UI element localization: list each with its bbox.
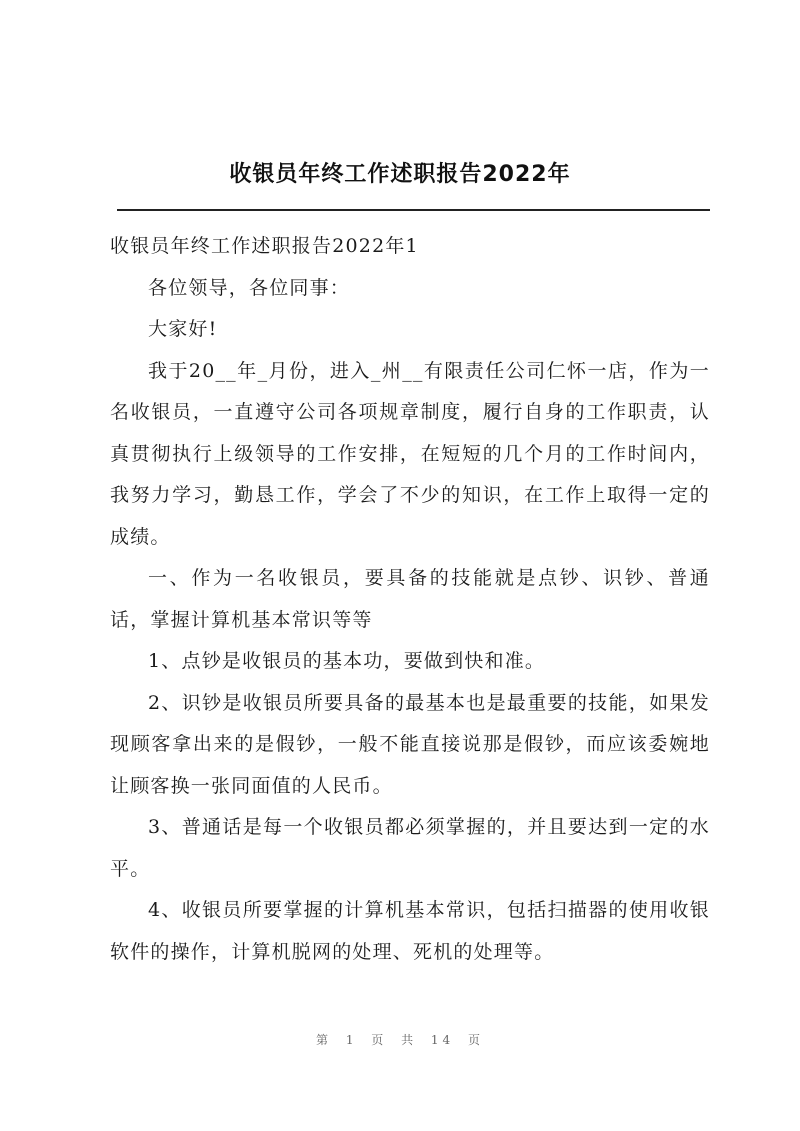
- greeting: 大家好!: [148, 318, 218, 340]
- title-divider: [117, 209, 710, 211]
- paragraph-item-2: 2、识钞是收银员所要具备的最基本也是最重要的技能，如果发现顾客拿出来的是假钞，一般不能直接说那是假钞，而应该委婉地让顾客换一张同面值的人民币。: [110, 691, 710, 797]
- document-title: 收银员年终工作述职报告2022年: [229, 162, 571, 187]
- paragraph-item-1: 1、点钞是收银员的基本功，要做到快和准。: [148, 650, 546, 672]
- paragraph-item-3: 3、普通话是每一个收银员都必须掌握的，并且要达到一定的水平。: [110, 816, 710, 880]
- salutation: 各位领导，各位同事：: [148, 276, 351, 299]
- paragraph-item-4: 4、收银员所要掌握的计算机基本常识，包括扫描器的使用收银软件的操作，计算机脱网的处理、死机的处理等。: [110, 899, 710, 963]
- report-heading-line: 收银员年终工作述职报告2022年1: [110, 235, 419, 257]
- paragraph-intro: 我于20__年_月份，进入_州__有限责任公司仁怀一店，作为一名收银员，一直遵守公司各项规章制度，履行自身的工作职责，认真贯彻执行上级领导的工作安排，在短短的几个月的工作时间内，我努力学习，勤恳工作，学会了不少的知识，在工作上取得一定的成绩。: [110, 359, 710, 548]
- document-body: [110, 226, 710, 973]
- page-number-footer: 第 1 页 共 14 页: [316, 1033, 484, 1047]
- paragraph-section-one: 一、作为一名收银员，要具备的技能就是点钞、识钞、普通话，掌握计算机基本常识等等: [110, 567, 710, 631]
